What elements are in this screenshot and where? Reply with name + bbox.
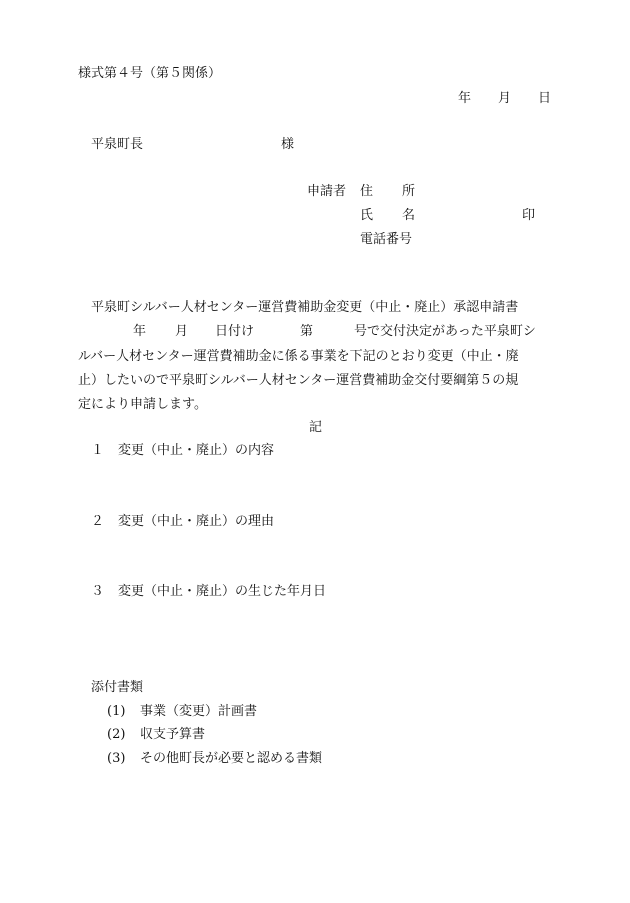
- item-1-number: １: [91, 443, 105, 458]
- date-month: 月: [498, 91, 512, 106]
- body-line1-day: 日付け: [215, 324, 255, 339]
- date-day: 日: [538, 91, 552, 106]
- item-2-number: ２: [91, 514, 105, 529]
- body-line1-month: 月: [175, 324, 189, 339]
- address-label-2: 所: [402, 184, 416, 199]
- attachment-1-text: 事業（変更）計画書: [140, 704, 258, 719]
- addressee-name: 平泉町長: [91, 137, 144, 152]
- applicant-label: 申請者: [307, 184, 347, 199]
- addressee-suffix: 様: [281, 137, 295, 152]
- body-line1-rest: 号で交付決定があった平泉町シ: [354, 324, 536, 339]
- body-line3: 止）したいので平泉町シルバー人材センター運営費補助金交付要綱第５の規: [78, 373, 519, 388]
- attachment-3-text: その他町長が必要と認める書類: [140, 751, 323, 766]
- body-line2: ルバー人材センター運営費補助金に係る事業を下記のとおり変更（中止・廃: [78, 349, 519, 364]
- item-3-text: 変更（中止・廃止）の生じた年月日: [118, 584, 327, 599]
- name-label-2: 名: [402, 208, 416, 223]
- attachment-3-number: (3): [107, 751, 126, 766]
- item-2-text: 変更（中止・廃止）の理由: [118, 514, 275, 529]
- document-title: 平泉町シルバー人材センター運営費補助金変更（中止・廃止）承認申請書: [91, 300, 519, 315]
- body-line1-dai: 第: [300, 324, 314, 339]
- attachments-heading: 添付書類: [91, 680, 144, 695]
- ki-marker: 記: [309, 420, 323, 435]
- item-1-text: 変更（中止・廃止）の内容: [118, 443, 275, 458]
- seal-mark: 印: [522, 208, 536, 223]
- form-number: 様式第４号（第５関係）: [78, 66, 222, 81]
- name-label-1: 氏: [360, 208, 374, 223]
- attachment-1-number: (1): [107, 704, 126, 719]
- attachment-2-text: 収支予算書: [140, 727, 206, 742]
- phone-label: 電話番号: [360, 232, 413, 247]
- date-year: 年: [458, 91, 472, 106]
- address-label-1: 住: [360, 184, 374, 199]
- item-3-number: ３: [91, 584, 105, 599]
- body-line1-year: 年: [133, 324, 147, 339]
- attachment-2-number: (2): [107, 727, 126, 742]
- body-line4: 定により申請します。: [78, 397, 207, 412]
